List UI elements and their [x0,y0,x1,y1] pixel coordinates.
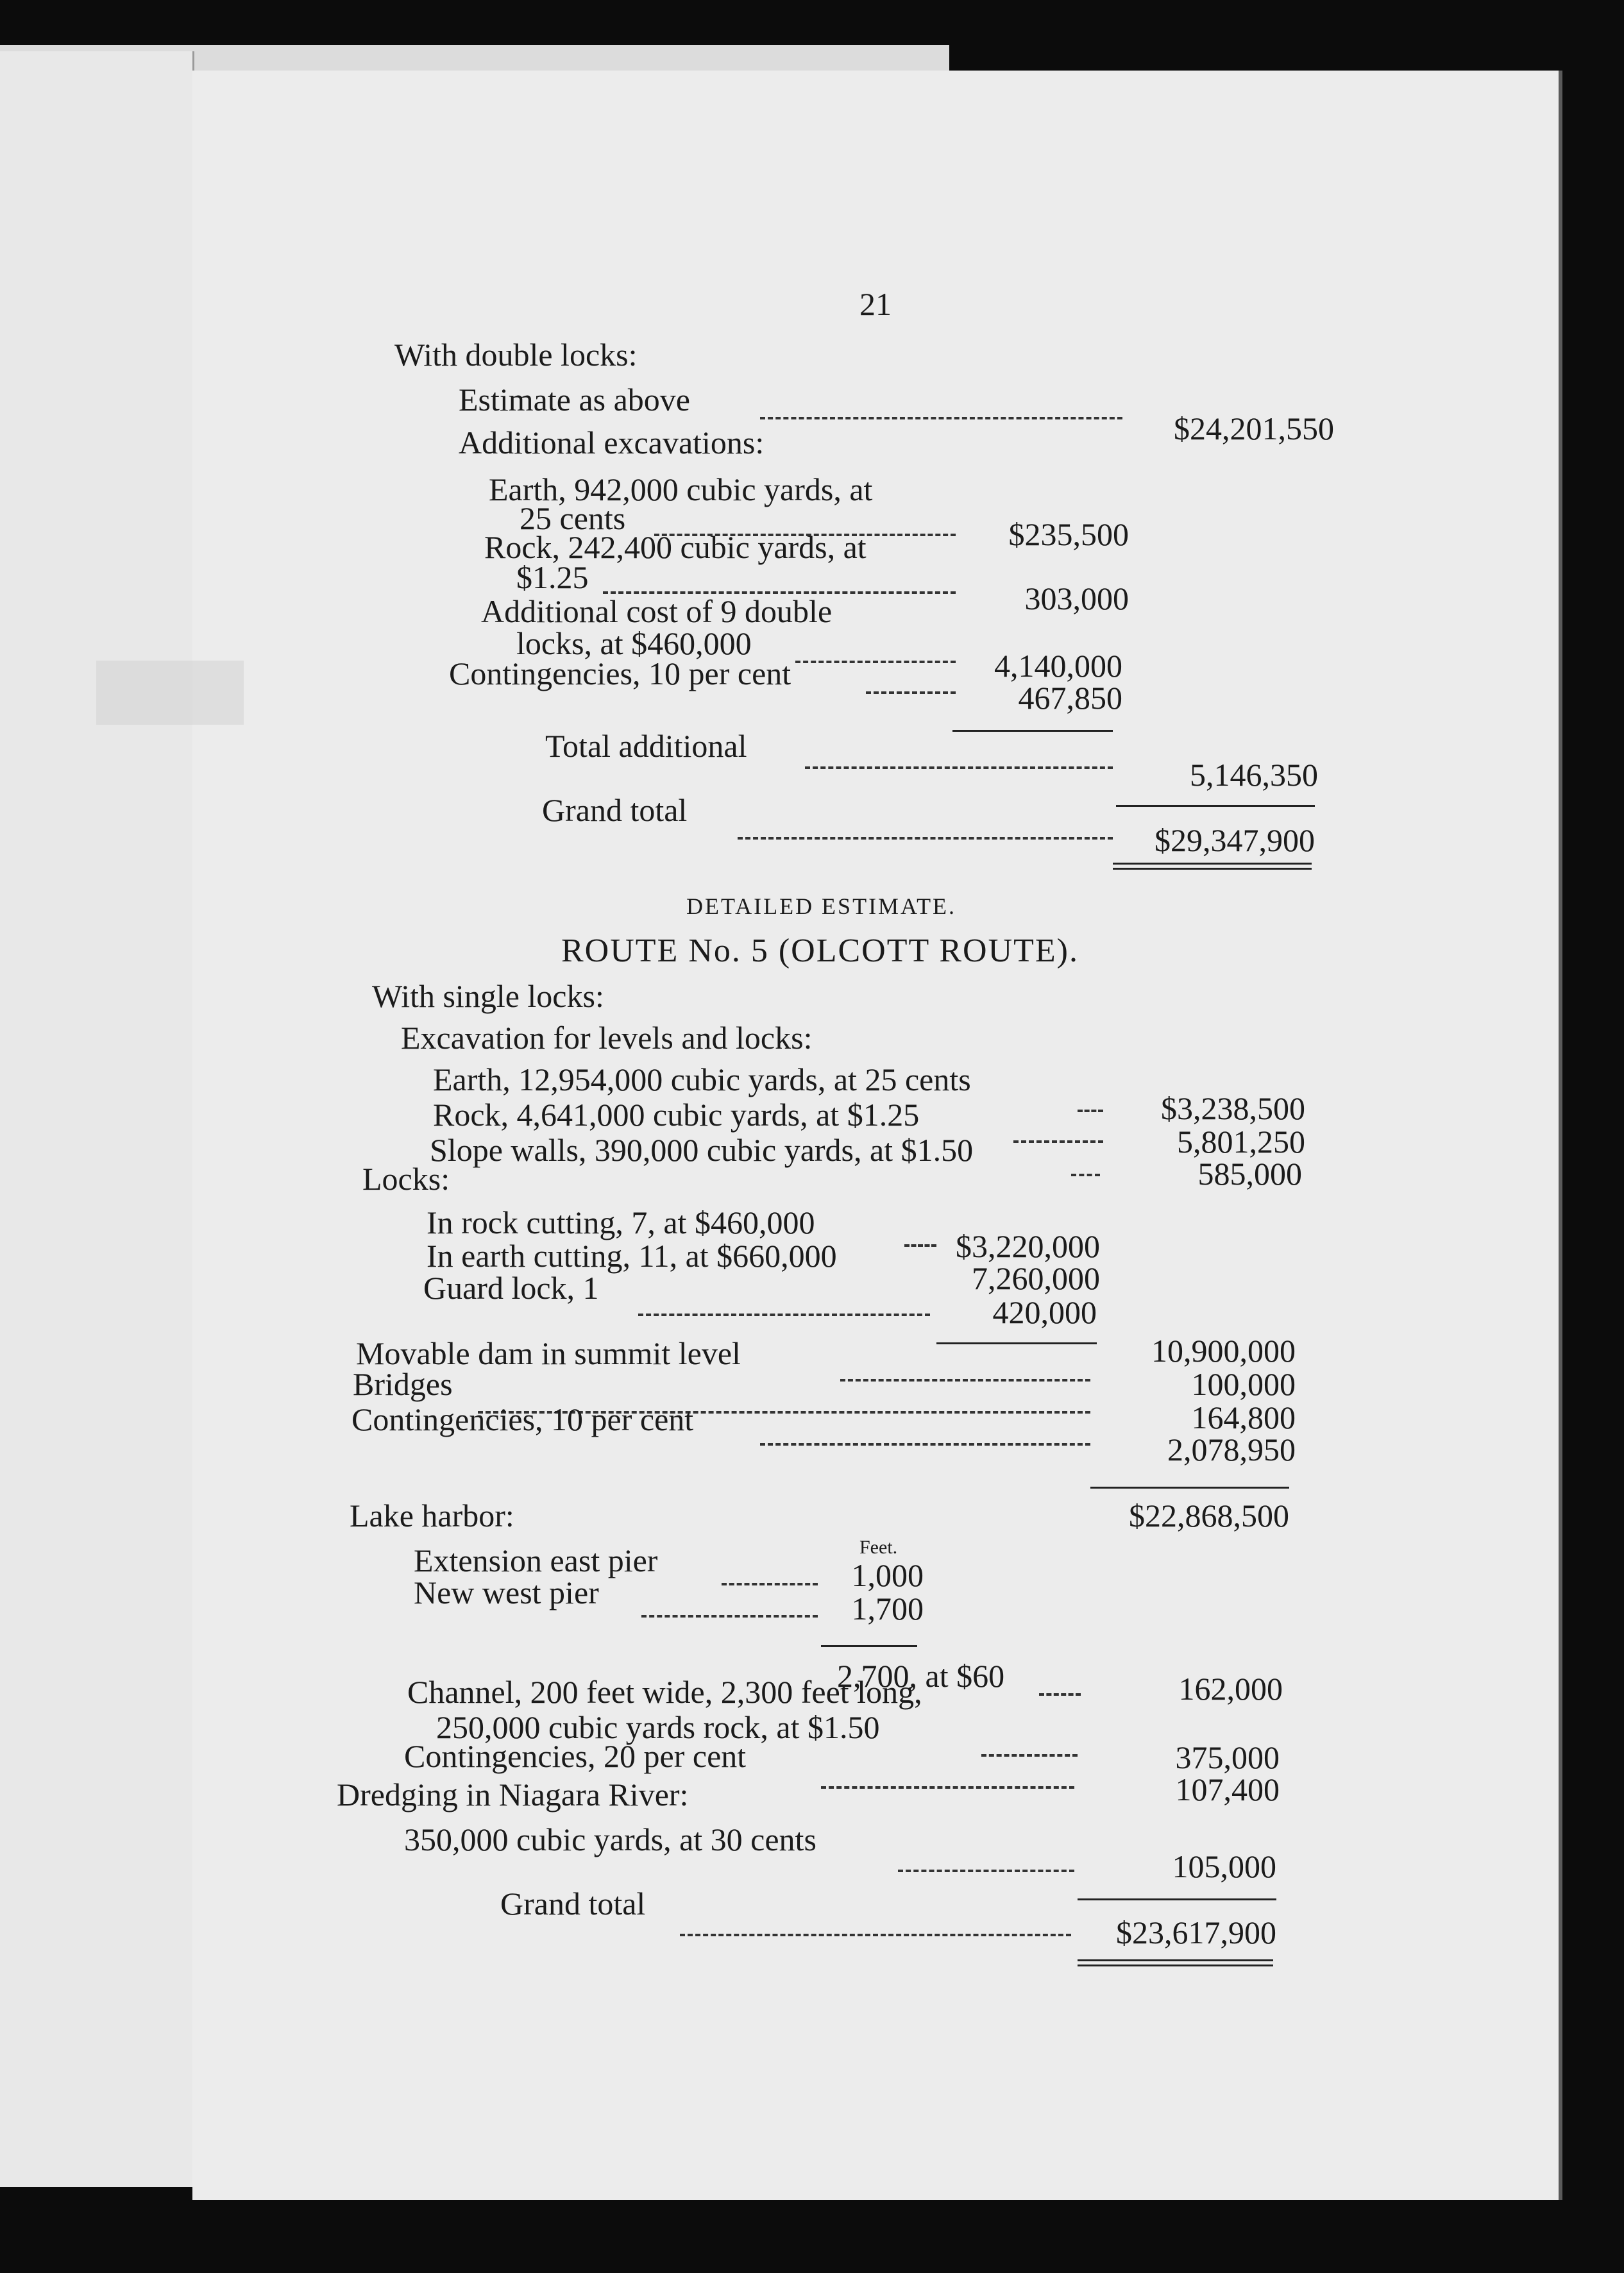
extension-pier-value: 1,000 [851,1557,924,1593]
bridges-label: Bridges [353,1366,453,1402]
detailed-estimate-heading: DETAILED ESTIMATE. [686,893,957,919]
earth-value: $3,238,500 [1161,1090,1305,1126]
leader-dots [760,417,1122,419]
leader-dots [722,1583,818,1585]
leader-dots [898,1870,1074,1872]
rock-cutting-label: In rock cutting, 7, at $460,000 [427,1204,815,1240]
total-additional-value: 5,146,350 [1190,757,1318,793]
feet-heading: Feet. [859,1537,898,1558]
rock-cutting-value: $3,220,000 [956,1228,1100,1264]
new-pier-label: New west pier [414,1575,599,1610]
earth-line-1: Earth, 942,000 cubic yards, at [489,471,873,507]
rock-value: 5,801,250 [1177,1124,1305,1160]
facing-page [0,51,194,2187]
slope-walls-label: Slope walls, 390,000 cubic yards, at $1.50 [430,1132,974,1168]
leader-dots [840,1379,1090,1382]
additional-excavations-heading: Additional excavations: [459,425,765,461]
grand-total-label: Grand total [542,792,688,828]
estimate-label: Estimate as above [459,382,690,418]
leader-dots [866,691,956,694]
grand-total-value: $29,347,900 [1155,822,1315,858]
leader-dots [738,837,1113,840]
estimate-value: $24,201,550 [1174,410,1334,446]
dredging-label: 350,000 cubic yards, at 30 cents [404,1821,816,1857]
guard-lock-value: 420,000 [992,1294,1097,1330]
earth-label: Earth, 12,954,000 cubic yards, at 25 cents [433,1061,971,1097]
contingencies-value: 467,850 [1018,680,1122,716]
piers-total-label: 2,700, at $60 [837,1658,1005,1694]
rock-value: 303,000 [1024,580,1129,616]
excavation-heading: Excavation for levels and locks: [401,1020,813,1056]
page-stain [96,661,244,725]
additional-cost-line-1: Additional cost of 9 double [481,593,833,629]
contingencies-20-value: 107,400 [1175,1771,1280,1807]
sum-rule [1116,805,1315,807]
leader-dots [638,1314,930,1316]
channel-value: 375,000 [1175,1739,1280,1775]
page-number: 21 [859,286,892,322]
channel-line-1: Channel, 200 feet wide, 2,300 feet long, [407,1674,922,1710]
total-additional-label: Total additional [545,728,747,764]
earth-value: $235,500 [1008,516,1129,552]
piers-value: 162,000 [1178,1671,1283,1707]
contingencies-value-1: 164,800 [1191,1399,1296,1435]
channel-line-2: 250,000 cubic yards rock, at $1.50 [436,1709,880,1745]
lake-harbor-heading: Lake harbor: [350,1498,514,1534]
leader-dots [1078,1110,1103,1112]
sum-rule [1078,1898,1276,1900]
leader-dots [680,1934,1071,1936]
sum-rule [952,730,1113,732]
leader-dots [641,1615,818,1618]
dredging-heading: Dredging in Niagara River: [337,1777,689,1812]
leader-dots [795,661,956,663]
subtotal-value: $22,868,500 [1129,1498,1289,1534]
double-locks-heading: With double locks: [394,337,638,373]
additional-cost-line-2: locks, at $460,000 [516,625,752,661]
contingencies-20-label: Contingencies, 20 per cent [404,1738,747,1774]
slope-walls-value: 585,000 [1197,1156,1302,1192]
leader-dots [805,766,1113,769]
leader-dots [821,1786,1074,1789]
leader-dots [981,1754,1078,1757]
locks-heading: Locks: [362,1161,450,1197]
rock-line-1: Rock, 242,400 cubic yards, at [484,529,867,565]
earth-line-2: 25 cents [520,500,626,536]
sum-rule [1090,1487,1289,1489]
route-heading: ROUTE No. 5 (OLCOTT ROUTE). [561,933,1079,969]
leader-dots [904,1244,936,1247]
double-rule [1078,1959,1273,1966]
extension-pier-label: Extension east pier [414,1542,658,1578]
leader-dots [1013,1140,1103,1143]
movable-dam-label: Movable dam in summit level [356,1335,741,1371]
contingencies-label: Contingencies, 10 per cent [449,655,791,691]
contingencies-value-2: 2,078,950 [1167,1432,1296,1467]
grand-total-value: $23,617,900 [1116,1914,1276,1950]
guard-lock-label: Guard lock, 1 [423,1270,599,1306]
leader-dots [760,1443,1090,1446]
sum-rule [936,1342,1097,1344]
new-pier-value: 1,700 [851,1591,924,1627]
dredging-value: 105,000 [1172,1848,1276,1884]
movable-dam-value: 10,900,000 [1151,1333,1296,1369]
earth-cutting-value: 7,260,000 [972,1260,1100,1296]
leader-dots [1039,1693,1081,1696]
single-locks-heading: With single locks: [372,978,604,1014]
sum-rule [821,1645,917,1647]
contingencies-label: Contingencies, 10 per cent [351,1401,694,1437]
leader-dots [1071,1174,1100,1176]
additional-cost-value: 4,140,000 [994,648,1122,684]
grand-total-label: Grand total [500,1886,646,1922]
rock-label: Rock, 4,641,000 cubic yards, at $1.25 [433,1097,920,1133]
rock-line-2: $1.25 [516,559,589,595]
earth-cutting-label: In earth cutting, 11, at $660,000 [427,1238,837,1274]
double-rule [1113,863,1312,870]
bridges-value: 100,000 [1191,1366,1296,1402]
